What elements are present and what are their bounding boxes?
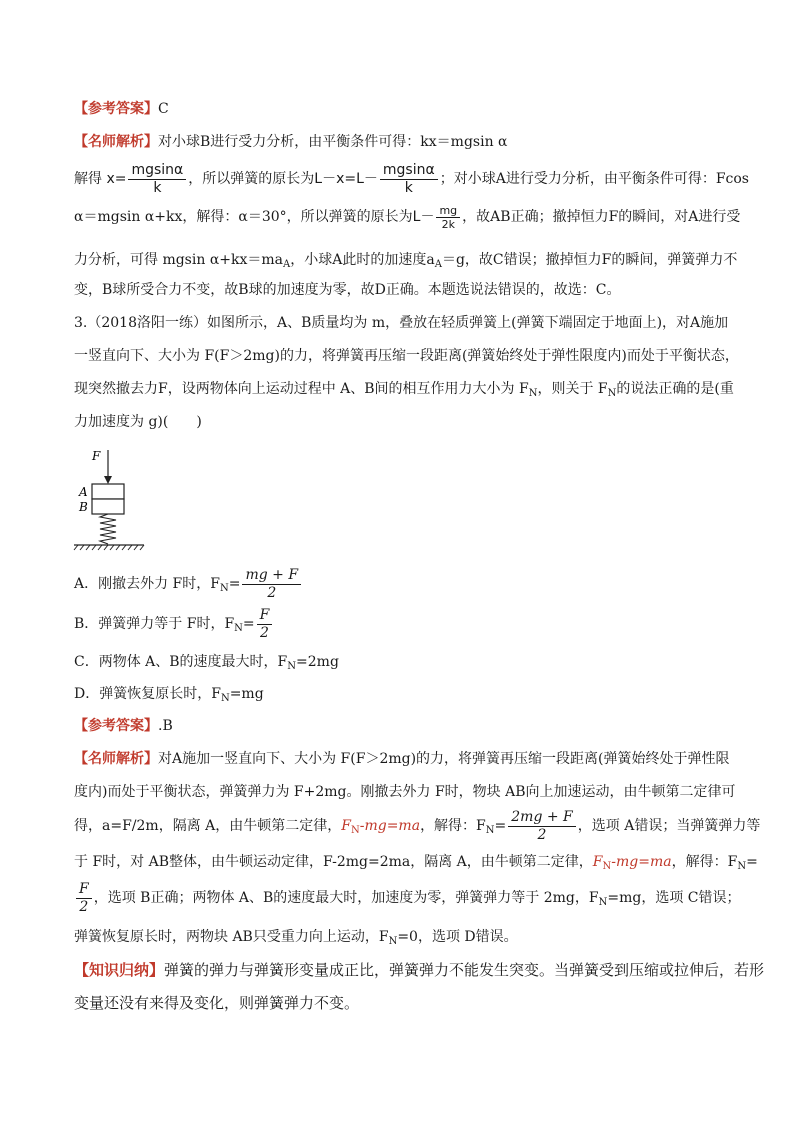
option-text: =2mg — [296, 654, 339, 670]
equation-lhs: L－x=L－ — [314, 171, 378, 187]
highlight-text: F — [341, 818, 351, 834]
fraction — [128, 162, 186, 197]
spring-figure — [70, 448, 150, 558]
explanation-text: ，选项 A错误；当弹簧弹力等 — [577, 818, 761, 834]
explanation-2-line-6 — [74, 927, 518, 947]
explanation-text: ，解得：F — [671, 854, 738, 870]
summary-tag: 【知识归纳】 — [74, 961, 165, 979]
explanation-text: ＝g，故C错误；撤掉恒力F的瞬间，弹簧弹力不 — [441, 252, 738, 268]
explanation-text: 于 F时，对 AB整体，由牛顿运动定律，F-2mg=2ma，隔离 A，由牛顿第二定律， — [74, 854, 593, 870]
fraction — [242, 567, 301, 602]
equation-lhs: x= — [106, 171, 127, 187]
question-3-line-4 — [74, 412, 202, 432]
explanation-text: =0，选项 D错误。 — [397, 929, 518, 945]
answer-value: C — [158, 101, 169, 117]
fraction — [436, 204, 460, 231]
fraction-numerator: 2mg + F — [508, 809, 576, 827]
fraction-numerator: mgsinα — [380, 162, 438, 180]
equals-sign: = — [228, 576, 241, 592]
equals-sign: = — [746, 854, 758, 870]
fraction-denominator: k — [153, 179, 162, 196]
explanation-1-line-4 — [74, 250, 737, 270]
explanation-text: 度内)而处于平衡状态，弹簧弹力为 F+2mg。刚撤去外力 F时，物块 AB向上加速运动，由牛顿第二定律可 — [74, 784, 736, 800]
explanation-2-line-5 — [74, 878, 741, 918]
fraction-denominator: 2 — [537, 826, 547, 843]
explanation-text: ；对小球A进行受力分析，由平衡条件可得：Fcos — [439, 171, 749, 187]
explanation-text: ，故AB正确；撤掉恒力F的瞬间，对A进行受 — [462, 209, 741, 225]
subscript: N — [602, 861, 612, 872]
option-text: D．弹簧恢复原长时，F — [74, 686, 221, 702]
explanation-1-line-5 — [74, 280, 621, 300]
ground-hatching — [74, 545, 144, 550]
question-text: 力加速度为 g)( ) — [74, 414, 202, 430]
spring — [100, 514, 116, 544]
subscript: A — [283, 259, 291, 270]
answer-tag: 【参考答案】 — [74, 101, 158, 117]
subscript: N — [528, 388, 538, 399]
summary-text: 弹簧的弹力与弹簧形变量成正比，弹簧弹力不能发生突变。当弹簧受到压缩或拉伸后，若形 — [164, 961, 765, 979]
question-3-line-3 — [74, 379, 734, 399]
fraction-numerator: F — [76, 881, 92, 899]
subscript: N — [598, 897, 608, 908]
explanation-text: ，所以弹簧的原长为 — [188, 171, 315, 187]
subscript: N — [234, 623, 243, 634]
answer-value: .B — [158, 718, 173, 734]
fraction — [257, 607, 273, 642]
fraction-denominator: 2 — [267, 584, 277, 601]
highlight-text: -mg=ma — [359, 818, 421, 834]
summary-line-1 — [74, 960, 764, 980]
fraction-numerator: mgsinα — [128, 162, 186, 180]
explanation-text: ，小球A此时的加速度a — [290, 252, 435, 268]
fraction-denominator: 2 — [79, 898, 89, 915]
fraction-denominator: 2 — [260, 624, 269, 641]
answer-2 — [74, 716, 173, 736]
explanation-1-line-2 — [74, 160, 749, 198]
fraction-numerator: mg + F — [242, 567, 301, 585]
fraction-denominator: 2k — [441, 217, 455, 231]
question-text: 一竖直向下、大小为 F(F＞2mg)的力，将弹簧再压缩一段距离(弹簧始终处于弹性限度内)而处于平衡状态， — [74, 348, 739, 364]
explanation-2-line-4 — [74, 852, 758, 872]
subscript: N — [737, 861, 747, 872]
explanation-2-line-1 — [74, 749, 730, 769]
answer-tag: 【参考答案】 — [74, 718, 158, 734]
explanation-text: 对小球B进行受力分析，由平衡条件可得：kx＝mgsin α — [158, 134, 508, 150]
subscript: N — [220, 583, 229, 594]
fraction-denominator: k — [404, 179, 413, 196]
question-text: ，则关于 F — [537, 381, 608, 397]
question-3-line-2 — [74, 346, 739, 366]
explanation-1-line-3 — [74, 200, 740, 234]
highlight-text: -mg=ma — [611, 854, 672, 870]
question-text: 现突然撤去力F，设两物体向上运动过程中 A、B间的相互作用力大小为 F — [74, 381, 529, 397]
explanation-text: α＝mgsin α+kx，解得：α＝30°，所以弹簧的原长为 — [74, 209, 413, 225]
subscript: N — [220, 693, 230, 704]
fraction — [380, 162, 438, 197]
option-c — [74, 652, 339, 672]
explanation-1-line-1 — [74, 132, 508, 152]
subscript: A — [434, 259, 442, 270]
option-a — [74, 566, 303, 602]
explanation-text: ，解得：F — [420, 818, 486, 834]
equation-lhs: L－ — [412, 209, 435, 225]
question-text: 3.（2018洛阳一练）如图所示，A、B质量均为 m，叠放在轻质弹簧上(弹簧下端固定于地面上)，对A施加 — [74, 315, 729, 331]
explanation-text: 变，B球所受合力不变，故B球的加速度为零，故D正确。本题选说法错误的，故选：C。 — [74, 282, 621, 298]
option-text: =mg — [229, 686, 264, 702]
question-3-line-1 — [74, 313, 728, 333]
block-a — [92, 484, 124, 499]
fraction — [76, 881, 92, 916]
equals-sign: = — [494, 818, 507, 834]
block-a-label: A — [79, 485, 88, 499]
fraction-numerator: mg — [436, 204, 460, 218]
explanation-text: 弹簧恢复原长时，两物块 AB只受重力向上运动，F — [74, 929, 389, 945]
subscript: N — [287, 661, 297, 672]
fraction-numerator: F — [257, 607, 273, 625]
explanation-2-line-2 — [74, 782, 736, 802]
answer-1 — [74, 99, 169, 119]
fraction — [508, 809, 576, 844]
equals-sign: = — [242, 616, 255, 632]
option-text: A．刚撤去外力 F时，F — [74, 576, 220, 592]
subscript: N — [485, 825, 495, 836]
question-text: 的说法正确的是(重 — [616, 381, 734, 397]
explanation-text: 力分析，可得 mgsin α+kx＝ma — [74, 252, 284, 268]
block-b — [92, 499, 124, 514]
option-d — [74, 684, 264, 704]
option-text: C．两物体 A、B的速度最大时，F — [74, 654, 288, 670]
explanation-tag: 【名师解析】 — [74, 751, 158, 767]
explanation-text: 对A施加一竖直向下、大小为 F(F＞2mg)的力，将弹簧再压缩一段距离(弹簧始终处于弹性限 — [158, 751, 730, 767]
summary-text: 变量还没有来得及变化，则弹簧弹力不变。 — [74, 994, 360, 1012]
explanation-text: ，选项 B正确；两物体 A、B的速度最大时，加速度为零，弹簧弹力等于 2mg，F — [93, 890, 599, 906]
summary-line-2 — [74, 993, 359, 1013]
force-label: F — [92, 449, 101, 463]
option-text: B．弹簧弹力等于 F时，F — [74, 616, 235, 632]
subscript: N — [350, 825, 360, 836]
explanation-tag: 【名师解析】 — [74, 134, 158, 150]
explanation-text: 解得 — [74, 171, 102, 187]
block-b-label: B — [79, 500, 88, 514]
highlight-text: F — [592, 854, 603, 870]
subscript: N — [607, 388, 617, 399]
subscript: N — [388, 936, 398, 947]
explanation-text: 得，a=F/2m，隔离 A，由牛顿第二定律， — [74, 818, 342, 834]
explanation-2-line-3 — [74, 806, 760, 846]
explanation-text: =mg，选项 C错误； — [607, 890, 741, 906]
force-arrow-head — [104, 476, 112, 484]
option-b — [74, 606, 274, 642]
